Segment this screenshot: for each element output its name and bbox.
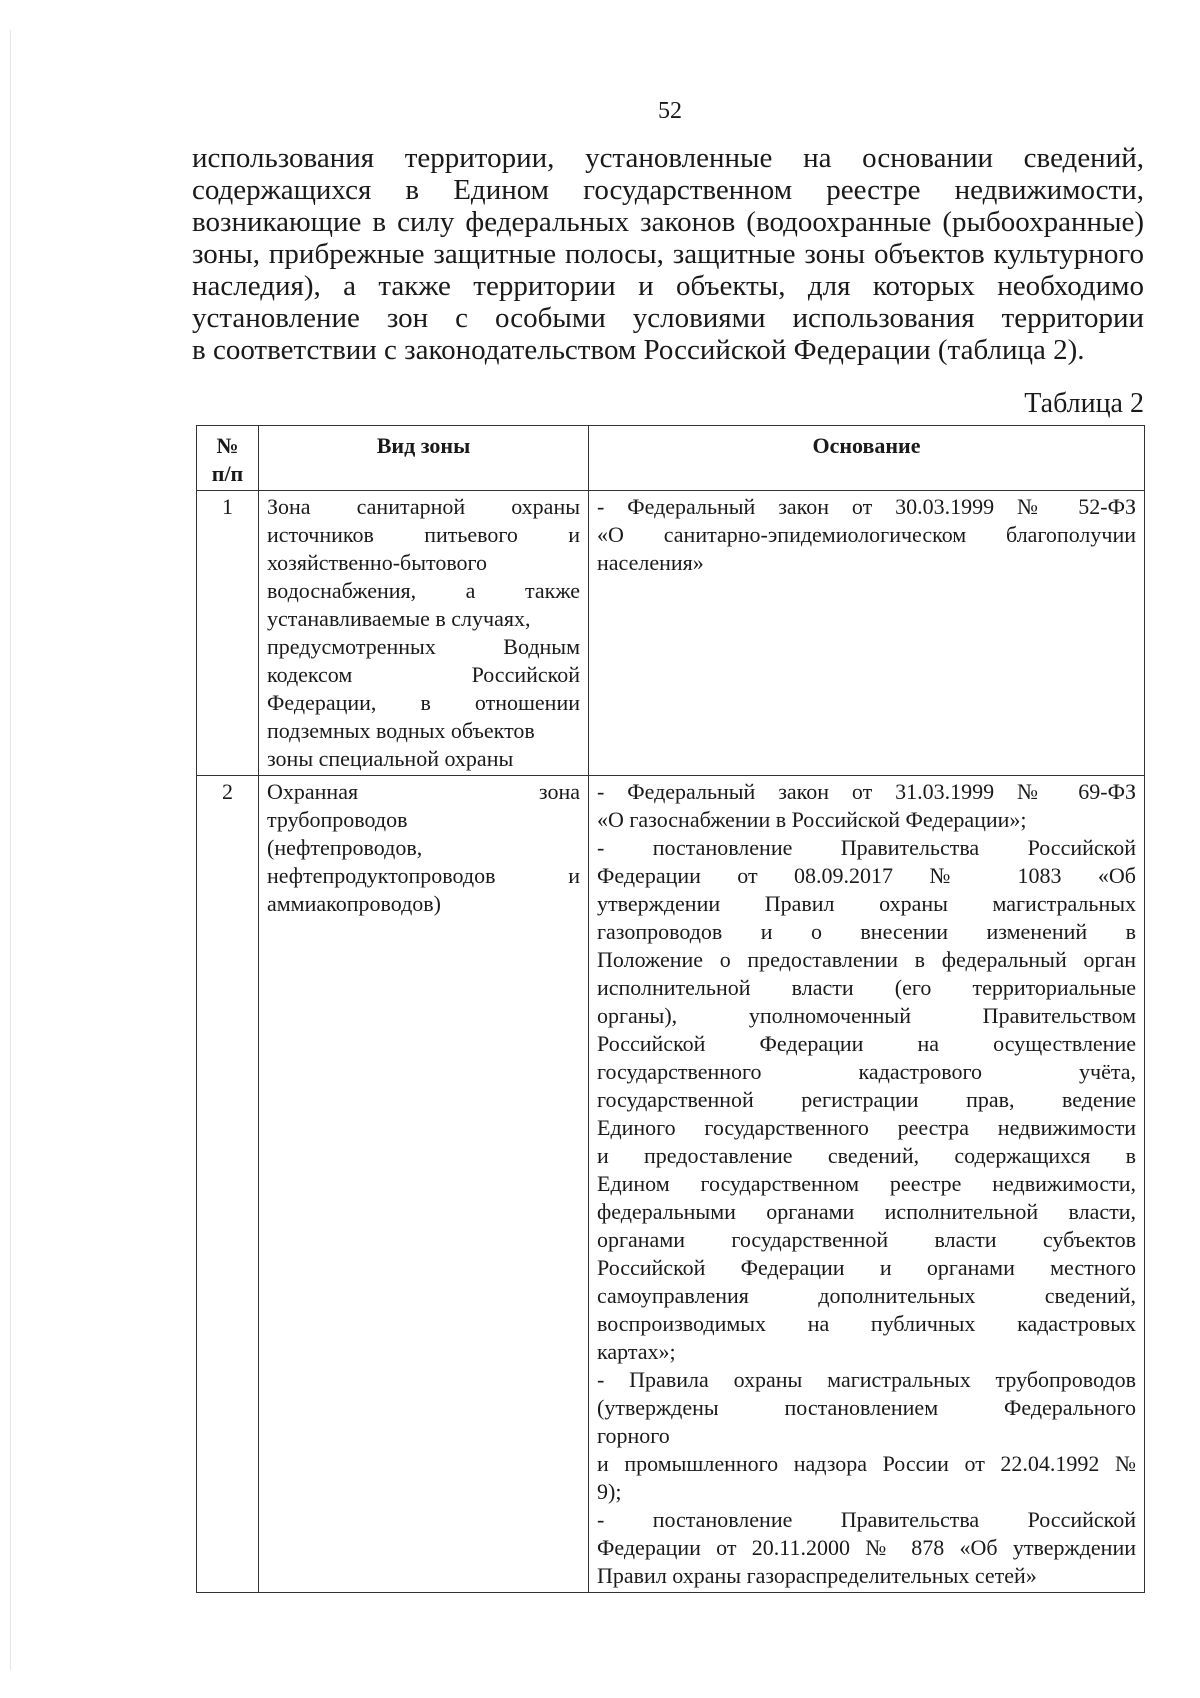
basis-line: Едином государственном реестре недвижимости, [597, 1171, 1136, 1196]
basis-line: Положение о предоставлении в федеральный орган [597, 947, 1136, 972]
zone-line: водоснабжения, а также [267, 578, 580, 603]
basis-line: - постановление Правительства Российской [597, 835, 1136, 860]
zones-table [196, 425, 1145, 1593]
zone-line: устанавливаемые в случаях, [267, 606, 531, 631]
intro-line: в соответствии с законодательством Российской Федерации (таблица 2). [192, 334, 1085, 366]
intro-line: установление зон с особыми условиями использования территории [192, 302, 1144, 334]
zone-line: аммиакопроводов) [267, 891, 442, 916]
header-basis: Основание [589, 426, 1145, 491]
basis-line: - Федеральный закон от 30.03.1999 № 52-ФЗ [597, 494, 1136, 519]
basis-line: и предоставление сведений, содержащихся в [597, 1143, 1136, 1168]
basis-line: «О санитарно-эпидемиологическом благополучии [597, 522, 1136, 547]
table-header-row [197, 426, 1145, 491]
header-num [197, 426, 259, 491]
basis-line: и промышленного надзора России от 22.04.1992 № [597, 1451, 1136, 1476]
table-row [197, 776, 1145, 1593]
basis-line: (утверждены постановлением Федерального [597, 1395, 1136, 1420]
row-number: 2 [197, 776, 259, 1593]
basis-cell [589, 776, 1145, 1593]
table-caption: Таблица 2 [1024, 388, 1144, 419]
zone-line: Федерации, в отношении [267, 690, 580, 715]
intro-line: наследия), а также территории и объекты, для которых необходимо [192, 270, 1144, 302]
intro-line: зоны, прибрежные защитные полосы, защитные зоны объектов культурного [192, 238, 1144, 270]
zone-cell [259, 776, 589, 1593]
row-number: 1 [197, 491, 259, 776]
basis-line: государственного кадастрового учёта, [597, 1059, 1136, 1084]
basis-line: Федерации от 08.09.2017 № 1083 «Об [597, 863, 1136, 888]
basis-line: органы), уполномоченный Правительством [597, 1003, 1136, 1028]
basis-line: федеральными органами исполнительной власти, [597, 1199, 1136, 1224]
zone-line: кодексом Российской [267, 662, 580, 687]
intro-line: использования территории, установленные на основании сведений, [192, 142, 1144, 174]
basis-line: - постановление Правительства Российской [597, 1507, 1136, 1532]
zone-cell [259, 491, 589, 776]
basis-line: - Федеральный закон от 31.03.1999 № 69-ФЗ [597, 779, 1136, 804]
basis-line: - Правила охраны магистральных трубопроводов [597, 1367, 1136, 1392]
zone-line: Зона санитарной охраны [267, 494, 580, 519]
zone-line: предусмотренных Водным [267, 634, 580, 659]
basis-line: органами государственной власти субъектов [597, 1227, 1136, 1252]
basis-line: Единого государственного реестра недвижимости [597, 1115, 1136, 1140]
zone-line: зоны специальной охраны [267, 746, 514, 771]
basis-line: Российской Федерации и органами местного [597, 1255, 1136, 1280]
zone-line: трубопроводов [267, 807, 408, 832]
basis-line: воспроизводимых на публичных кадастровых [597, 1311, 1136, 1336]
page-number: 52 [658, 98, 682, 124]
zone-line: нефтепродуктопроводов и [267, 863, 580, 888]
zone-line: источников питьевого и [267, 522, 580, 547]
basis-line: «О газоснабжении в Российской Федерации»; [597, 807, 1027, 832]
intro-paragraph [192, 142, 1144, 366]
header-zone: Вид зоны [259, 426, 589, 491]
basis-line: горного [597, 1423, 670, 1448]
header-num-line: № [216, 433, 239, 458]
basis-line: 9); [597, 1479, 622, 1504]
table-row [197, 491, 1145, 776]
intro-line: возникающие в силу федеральных законов (водоохранные (рыбоохранные) [192, 206, 1144, 238]
basis-line: картах»; [597, 1339, 676, 1364]
basis-line: Федерации от 20.11.2000 № 878 «Об утверждении [597, 1535, 1136, 1560]
page-left-edge [10, 30, 11, 1670]
basis-line: населения» [597, 550, 704, 575]
header-num-line: п/п [211, 461, 244, 486]
basis-line: газопроводов и о внесении изменений в [597, 919, 1136, 944]
zone-line: хозяйственно-бытового [267, 550, 488, 575]
basis-line: исполнительной власти (его территориальные [597, 975, 1136, 1000]
basis-line: Правил охраны газораспределительных сетей» [597, 1563, 1037, 1588]
basis-line: самоуправления дополнительных сведений, [597, 1283, 1136, 1308]
zone-line: подземных водных объектов [267, 718, 535, 743]
intro-line: содержащихся в Едином государственном реестре недвижимости, [192, 174, 1144, 206]
basis-cell [589, 491, 1145, 776]
basis-line: Российской Федерации на осуществление [597, 1031, 1136, 1056]
zone-line: Охранная зона [267, 779, 580, 804]
basis-line: утверждении Правил охраны магистральных [597, 891, 1136, 916]
zone-line: (нефтепроводов, [267, 835, 423, 860]
basis-line: государственной регистрации прав, ведение [597, 1087, 1136, 1112]
